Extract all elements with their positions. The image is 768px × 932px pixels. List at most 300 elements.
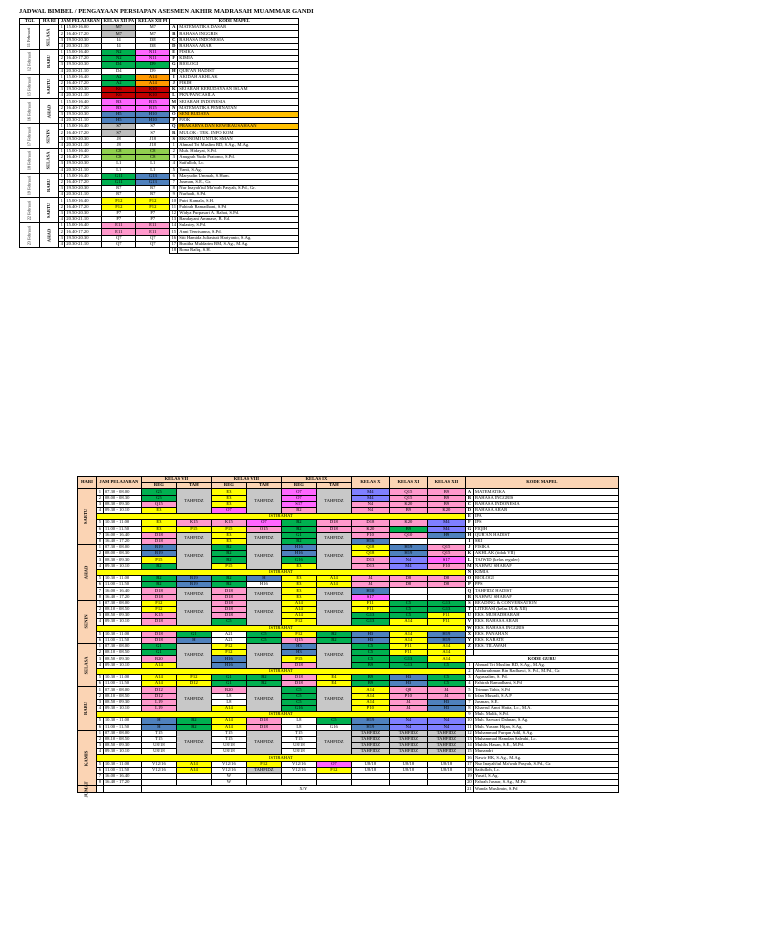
cell-xi: U8/18	[389, 767, 427, 773]
code-value: MATEMATIKA	[473, 489, 618, 495]
date-cell	[20, 223, 40, 248]
code-key: L	[170, 93, 178, 99]
tahfidz-block-vii: TAHFIDZ	[176, 730, 211, 755]
cell-xii-pa: J8	[102, 142, 136, 148]
code-value: BAHASA ARAB	[178, 43, 299, 49]
period-number: 7	[96, 588, 103, 594]
cell-vii-reg: G5	[141, 495, 176, 501]
day-cell	[78, 644, 97, 687]
header-kelas-xii-pi: KELAS XII PI	[136, 19, 170, 25]
day-cell	[40, 198, 59, 223]
period-time: 19.50-20.30	[65, 161, 102, 167]
code-value: Nurhadi, S.Pd.	[178, 192, 299, 198]
period-number: 3	[60, 234, 63, 240]
bottom-schedule-table	[77, 476, 619, 797]
period-time: 15.00-16.40	[65, 99, 102, 105]
tahfidz-block-ix: TAHFIDZ	[316, 730, 351, 755]
cell-x: F10	[351, 532, 389, 538]
cell-viii-reg: C5	[211, 619, 246, 625]
period-time: 08.50 - 09.30	[103, 743, 141, 749]
cell-vii-tah: G1	[176, 631, 211, 637]
code-value: KIMIA	[473, 569, 618, 575]
period-number: 1	[60, 172, 63, 178]
code-key: Y	[465, 637, 473, 643]
code-value: MATEMATIKA PEMINATAN	[178, 105, 299, 111]
code-key: C	[170, 37, 178, 43]
cell-xii-pa: S7	[102, 124, 136, 130]
cell-xii-pa: N2	[102, 56, 136, 62]
cell-viii-tah: TAHFIDZ	[246, 767, 281, 773]
code-value: BAHASA INGGRIS	[178, 31, 299, 37]
tahfidz-x: TAHFIDZ	[351, 730, 389, 736]
period-time: 19.50-20.30	[65, 186, 102, 192]
code-value: READING & CONVERSATION	[473, 600, 618, 606]
cell-ix-reg: C5	[281, 693, 316, 699]
period-time: 16.40 - 17.20	[103, 780, 141, 786]
code-value: MULOK : TEK. INFO KOM	[178, 130, 299, 136]
code-key: 13	[467, 736, 472, 742]
tahfidz-xii: TAHFIDZ	[427, 736, 465, 742]
cell-viii-reg: A21	[211, 631, 246, 637]
cell-ix-tah: G16	[316, 724, 351, 730]
tahfidz-block-vii: TAHFIDZ	[176, 600, 211, 625]
period-time: 20.30-21.10	[65, 167, 102, 173]
code-key: K	[170, 87, 178, 93]
cell-ix-reg: A14	[281, 606, 316, 612]
cell-viii-reg: L8	[211, 693, 246, 699]
period-number: 4	[96, 563, 103, 569]
code-key: Z	[465, 644, 473, 650]
code-value: EKS. BAHASA ARAB	[473, 619, 618, 625]
period-time: 08.00 - 08.30	[103, 551, 141, 557]
cell-vii-tah: B2	[176, 724, 211, 730]
code-key: 18	[171, 247, 177, 253]
code-value: BAHASA INGGRIS	[473, 495, 618, 501]
cell-ix-reg: G16	[281, 705, 316, 711]
header-reg-ix: REG	[281, 483, 316, 489]
cell-vii-tah: B19	[176, 582, 211, 588]
cell-vii-reg: E3	[141, 520, 176, 526]
cell-viii-reg: B2	[211, 551, 246, 557]
cell-ix-tah: A14	[316, 576, 351, 582]
period-number: 1	[96, 600, 103, 606]
header-kelas-xii-pa: KELAS XII PA	[103, 18, 135, 24]
cell-xii-pi: R7	[136, 192, 170, 198]
cell-viii-reg: E3	[211, 501, 246, 507]
rotated-label: SELASA	[45, 151, 51, 170]
cell-xii-pi: P7	[136, 210, 170, 216]
code-key: 8	[465, 705, 473, 711]
period-number: 6	[96, 724, 103, 730]
cell-viii-reg: E3	[211, 538, 246, 544]
cell-ix-reg: O7	[281, 489, 316, 495]
period-time: 16.00 - 16.40	[103, 532, 141, 538]
code-key: 11	[467, 723, 472, 729]
period-time: 15.00-16.00	[65, 25, 102, 31]
period-number: 4	[60, 141, 63, 147]
period-time: 16.40-17.20	[65, 155, 102, 161]
cell-xii-pi: N11	[136, 49, 170, 55]
tahfidz-block-vii: TAHFIDZ	[176, 687, 211, 712]
period-time: 19.50-20.30	[65, 62, 102, 68]
cell-xii: C5	[427, 681, 465, 687]
cell-ix-reg: D18	[281, 662, 316, 668]
cell-viii-reg: B2	[211, 557, 246, 563]
tahfidz-block-ix: TAHFIDZ	[316, 532, 351, 544]
period-number: 3	[60, 86, 63, 92]
code-key: G	[170, 62, 178, 68]
rotated-label: 23 Februari	[26, 225, 32, 245]
period-number: 6	[96, 526, 103, 532]
header-tah-vii: TAH	[176, 483, 211, 489]
code-key: 17	[171, 240, 177, 246]
cell-viii-reg: P15	[211, 526, 246, 532]
tahfidz-block-ix: TAHFIDZ	[316, 600, 351, 625]
code-value: SEJARAH KEBUDAYAAN ISLAM	[178, 87, 299, 93]
cell-ix-reg: T15	[281, 730, 316, 736]
tahfidz-block-vii: TAHFIDZ	[176, 545, 211, 570]
code-value: AKIDAH AKHLAK	[178, 74, 299, 80]
cell-x: F11	[351, 600, 389, 606]
period-number: 2	[60, 55, 63, 61]
cell-xii-pa: A2	[102, 80, 136, 86]
cell-viii-reg: G1	[211, 675, 246, 681]
rotated-label: SELASA	[45, 28, 51, 46]
cell-x: H3	[351, 637, 389, 643]
day-cell	[40, 49, 59, 74]
cell-viii-reg: U8/18	[211, 743, 246, 749]
period-time: 20.30-21.10	[65, 192, 102, 198]
rotated-label: 16 Februari	[26, 101, 32, 122]
cell-xii-pi: B15	[136, 105, 170, 111]
cell-xii-pa: M7	[102, 25, 136, 31]
period-number: 8	[96, 594, 103, 600]
period-number	[96, 786, 103, 792]
code-key: 10	[467, 717, 472, 723]
code-key: 2	[465, 668, 473, 674]
period-number: 1	[60, 49, 63, 55]
cell-vii-reg: A14	[141, 681, 176, 687]
cell-ix-reg: B2	[281, 526, 316, 532]
cell-viii-tah: C5	[246, 637, 281, 643]
cell-ix-reg: T15	[281, 736, 316, 742]
cell-xii-pa: B3	[102, 99, 136, 105]
cell-x: B9	[351, 675, 389, 681]
cell-xii: J4	[427, 687, 465, 693]
tahfidz-xi: TAHFIDZ	[389, 743, 427, 749]
cell-xii-pa: M7	[102, 31, 136, 37]
cell-xi: H3	[389, 681, 427, 687]
period-number: 2	[96, 693, 103, 699]
code-value: QUR'AN HADIST	[473, 532, 618, 538]
cell-xi: K20	[389, 501, 427, 507]
code-value: IPA	[473, 514, 618, 520]
code-key: 6	[170, 173, 178, 179]
period-number: 5	[96, 520, 103, 526]
code-value: TAJWID (kelas reguler)	[473, 557, 618, 563]
tahfidz-block-ix: TAHFIDZ	[316, 687, 351, 712]
cell-vii-reg: D18	[141, 594, 176, 600]
tahfidz-xi: TAHFIDZ	[389, 730, 427, 736]
cell-xii-pi: A14	[136, 74, 170, 80]
cell-xi: J4	[389, 705, 427, 711]
date-cell	[20, 74, 40, 99]
tahfidz-block-viii: TAHFIDZ	[246, 687, 281, 712]
kode-guru-title: KODE GURU	[465, 656, 618, 662]
code-key: K	[465, 551, 473, 557]
code-value: Yusril, S.Ag.	[473, 774, 618, 780]
period-number: 6	[96, 582, 103, 588]
period-time: 09.30 - 10.10	[103, 749, 141, 755]
code-key: X	[465, 631, 473, 637]
code-value: BAHASA INDONESIA	[178, 37, 299, 43]
cell-x: P10	[351, 705, 389, 711]
code-key: E	[465, 514, 473, 520]
cell-ix-reg: E3	[281, 594, 316, 600]
cell-ix-reg: E3	[281, 576, 316, 582]
cell-xii-pi: F12	[136, 204, 170, 210]
period-number: 4	[96, 507, 103, 513]
tahfidz-xii: TAHFIDZ	[427, 743, 465, 749]
day-cell	[78, 687, 97, 730]
cell-xii-pi: D9	[136, 62, 170, 68]
code-key: R	[170, 130, 178, 136]
period-number: 6	[96, 637, 103, 643]
cell-vii-reg: D18	[141, 637, 176, 643]
period-time: 08.10 - 08.50	[103, 650, 141, 656]
cell-xii: C5	[427, 675, 465, 681]
cell-xii: H3	[427, 705, 465, 711]
code-value: Jusman, S.E., Gr.	[178, 179, 299, 185]
cell-viii-reg: E3	[211, 495, 246, 501]
code-value: Muhammad Furqan Adil, S.Ag.	[473, 730, 618, 736]
cell-vii-reg: B19	[141, 545, 176, 551]
code-key: 17	[467, 760, 472, 766]
tahfidz-x: TAHFIDZ	[351, 736, 389, 742]
cell-ix-reg: L8	[281, 718, 316, 724]
code-value: Munandri	[473, 749, 618, 755]
cell-xi: H19	[389, 545, 427, 551]
code-value: MATEMATIKA DASAR	[178, 25, 299, 31]
period-number: 3	[60, 160, 63, 166]
cell-xii-pa: P7	[102, 217, 136, 223]
cell-xi: F11	[389, 650, 427, 656]
cell-xii-pi: M7	[136, 25, 170, 31]
period-number: 4	[96, 749, 103, 755]
period-number: 2	[96, 495, 103, 501]
code-value: Abdurrahman Bin Radhawi, S. Pd., M.Pd., Gr.	[473, 668, 618, 674]
day-cell	[40, 148, 59, 173]
code-key: H	[465, 532, 473, 538]
code-key: S	[465, 600, 473, 606]
period-number: 6	[96, 767, 103, 773]
period-time: 16.00 - 16.40	[103, 774, 141, 780]
cell-xii-pi: I3E	[136, 37, 170, 43]
istirahat-band: ISTIRAHAT	[96, 668, 465, 674]
code-value: FIQIH	[473, 526, 618, 532]
cell-x: J4	[351, 576, 389, 582]
cell-xii: Q15	[427, 551, 465, 557]
cell-xi: H3	[389, 675, 427, 681]
period-time: 08.50 - 09.30	[103, 613, 141, 619]
cell-viii-reg: W	[211, 774, 246, 780]
cell-viii-tah: B2	[246, 675, 281, 681]
cell-viii-reg: K15	[211, 520, 246, 526]
cell-viii-reg: F12	[211, 650, 246, 656]
code-key: F	[170, 56, 178, 62]
istirahat-band: ISTIRAHAT	[96, 625, 465, 631]
tahfidz-block-viii: TAHFIDZ	[246, 644, 281, 669]
code-key: W	[467, 624, 472, 630]
header-tah-viii: TAH	[246, 483, 281, 489]
period-number: 1	[60, 123, 63, 129]
code-key: B	[465, 495, 473, 501]
cell-vii-reg: L19	[141, 699, 176, 705]
period-number: 4	[96, 619, 103, 625]
code-value: PKN/PANCASILA	[178, 93, 299, 99]
cell-x: H10	[351, 588, 389, 594]
cell-xii-pa: B3	[102, 105, 136, 111]
cell-viii-reg: E3	[211, 489, 246, 495]
cell-ix-reg: P15	[281, 656, 316, 662]
tahfidz-block-viii: TAHFIDZ	[246, 545, 281, 570]
code-key: A	[465, 489, 473, 495]
code-key: 16	[467, 754, 472, 760]
cell-vii-tah: A14	[176, 767, 211, 773]
cell-ix-reg: V12/16	[281, 761, 316, 767]
cell-ix-reg: D18	[281, 675, 316, 681]
date-cell	[20, 173, 40, 198]
cell-x: B9	[351, 662, 389, 668]
period-number: 2	[60, 203, 63, 209]
top-schedule-table	[19, 18, 299, 254]
day-cell	[40, 25, 59, 50]
period-number: 7	[96, 532, 103, 538]
tahfidz-block-viii: TAHFIDZ	[246, 489, 281, 514]
period-time: 16.40-17.20	[65, 56, 102, 62]
period-time: 16.40-17.20	[65, 204, 102, 210]
cell-xii: A14	[427, 656, 465, 662]
period-number: 2	[96, 736, 103, 742]
code-key: 20	[467, 779, 472, 785]
period-number: 3	[96, 656, 103, 662]
cell-vii-tah: K15	[176, 520, 211, 526]
cell-xii: C5	[427, 662, 465, 668]
cell-xii-pa: P7	[102, 210, 136, 216]
cell-viii-tah: D18	[246, 718, 281, 724]
cell-xii-pi: Q7	[136, 235, 170, 241]
page-title: JADWAL BIMBEL / PENGAYAAN PERSIAPAN ASESMEN AKHIR MADRASAH MUAMMAR GANDI	[19, 8, 314, 15]
code-key: 4	[170, 161, 178, 167]
code-value: NAHWU SHARAF	[473, 563, 618, 569]
rotated-label: 19 Februari	[26, 175, 32, 196]
cell-xi: C5	[389, 606, 427, 612]
cell-vii-reg: U8/18	[141, 749, 176, 755]
rotated-label: SABTU	[83, 509, 89, 525]
code-value: Fahirah Ramadhani, S.Pd	[473, 681, 618, 687]
cell-xii-pi: Q7	[136, 241, 170, 247]
period-time: 11.00 - 11.50	[103, 526, 141, 532]
cell-xi: J4	[389, 699, 427, 705]
table-row	[20, 247, 299, 253]
cell-viii-reg: A14	[211, 705, 246, 711]
cell-xii-pi: G13	[136, 173, 170, 179]
code-value: Bustiha Muldarim BM, S.Ag., M.Ag.	[178, 241, 299, 247]
cell-xii-pi: K10	[136, 87, 170, 93]
cell-xi: H19	[389, 551, 427, 557]
code-key: Q	[465, 588, 473, 594]
rotated-label: 18 Februari	[26, 151, 32, 171]
period-number: 2	[60, 129, 63, 135]
period-time: 07.30 - 08.00	[103, 489, 141, 495]
code-key: N	[465, 569, 473, 575]
cell-xi: D8	[389, 582, 427, 588]
day-cell	[40, 124, 59, 149]
cell-xi: N4	[389, 718, 427, 724]
code-value: Maryudin Ummah, S.Hum.	[178, 173, 299, 179]
period-number: 1	[96, 730, 103, 736]
cell-vii-reg: G5	[141, 489, 176, 495]
code-value: Trimun Tahir, S.Pd	[473, 687, 618, 693]
code-key: 13	[171, 216, 177, 222]
code-value: Anugrah Yudo Pratomo, S.Pd.	[178, 155, 299, 161]
period-number: 3	[96, 699, 103, 705]
cell-xi: P10	[389, 693, 427, 699]
cell-xii: U8/18	[427, 761, 465, 767]
cell-viii-reg: O7	[211, 507, 246, 513]
cell-vii-reg: G1	[141, 650, 176, 656]
rotated-label: 17 Februari	[26, 126, 32, 146]
period-number: 1	[96, 687, 103, 693]
code-value: Ahmad Tri Muslim BD, S.Ag., M.Ag.	[473, 662, 618, 668]
period-time: 11.00 - 11.50	[103, 637, 141, 643]
cell-viii-reg: T15	[211, 736, 246, 742]
cell-xii-pi: C8	[136, 148, 170, 154]
cell-ix-tah: B2	[316, 637, 351, 643]
code-key: J	[465, 545, 473, 551]
code-key: 1	[170, 142, 178, 148]
period-number: 7	[96, 774, 103, 780]
cell-xii-pi: E11	[136, 229, 170, 235]
tahfidz-block-vii: TAHFIDZ	[176, 588, 211, 600]
code-key: C	[465, 501, 473, 507]
period-number: 2	[60, 179, 63, 185]
tahfidz-block-viii: TAHFIDZ	[246, 532, 281, 544]
period-time: 08.10 - 08.50	[103, 606, 141, 612]
cell-viii-reg: T15	[211, 730, 246, 736]
period-time: 15.00-16.40	[65, 173, 102, 179]
cell-ix-tah: C5	[316, 718, 351, 724]
code-value: KIMIA	[178, 56, 299, 62]
cell-ix-reg: H3	[281, 650, 316, 656]
code-key: 10	[171, 197, 177, 203]
code-value: Irfan Musadi, S.A.P	[473, 693, 618, 699]
code-key: 9	[170, 192, 178, 198]
cell-ix-reg: E3	[281, 563, 316, 569]
rotated-label: JUMAT	[83, 780, 89, 797]
cell-xii-pa: L1	[102, 167, 136, 173]
cell-xii-pa: D4	[102, 68, 136, 74]
period-time: 15.00-16.40	[65, 74, 102, 80]
cell-xii: B9	[427, 489, 465, 495]
period-number: 2	[60, 228, 63, 234]
code-key: Q	[170, 124, 178, 130]
code-key: H	[170, 68, 178, 74]
code-key: 12	[467, 729, 472, 735]
code-key: 16	[171, 234, 177, 240]
cell-vii-tah: D12	[176, 681, 211, 687]
header-kode-mapel: KODE MAPEL	[170, 19, 299, 25]
